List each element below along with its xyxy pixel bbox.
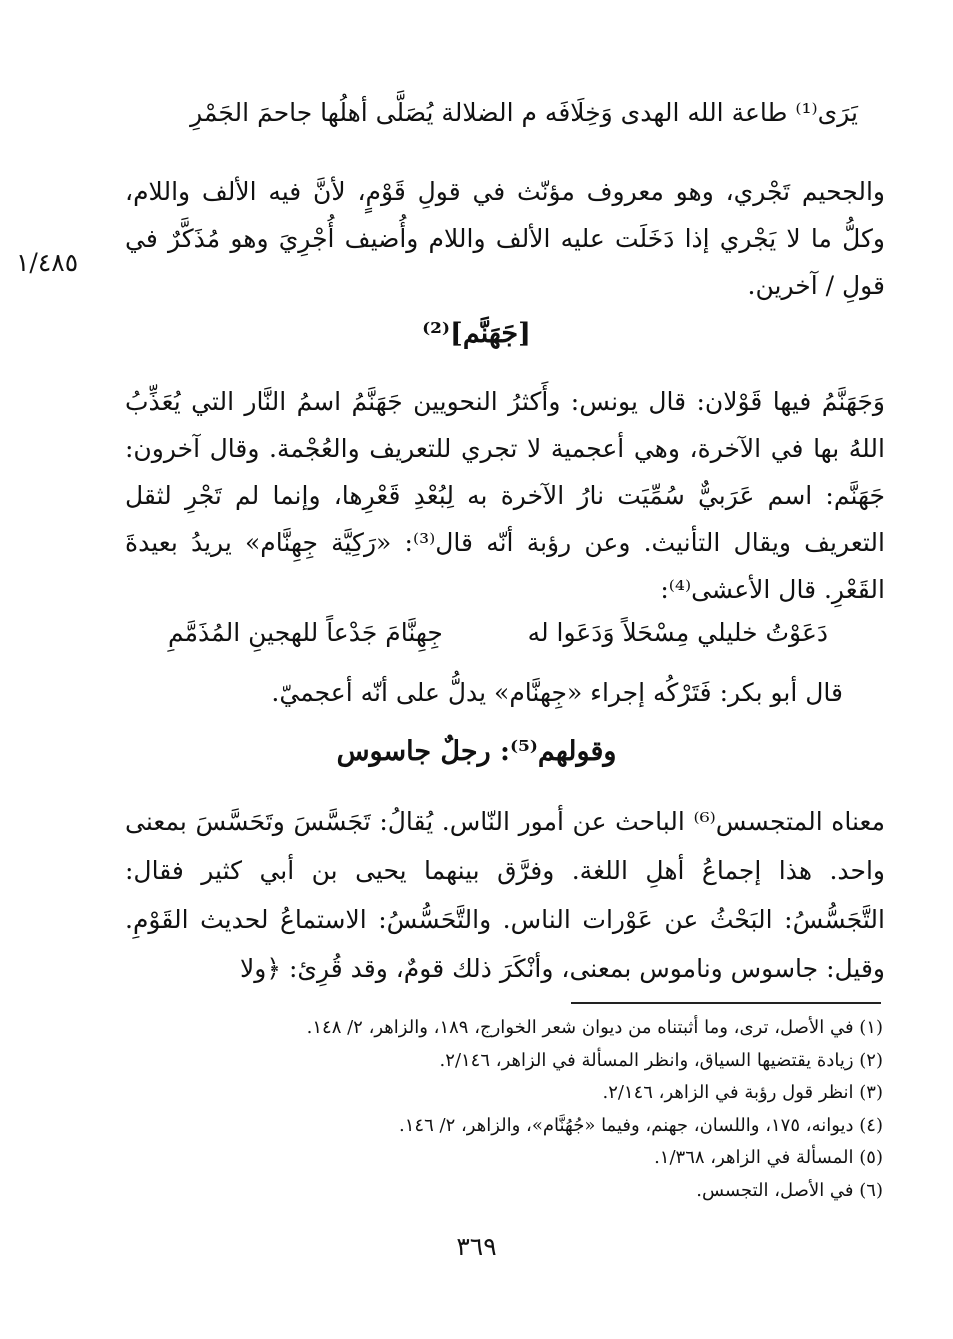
verse-line-top: يَرَى⁽¹⁾ طاعة الله الهدى وَخِلَافَه م الضلالة يُصَلَّى أهلُها جاحمَ الجَمْرِ bbox=[190, 98, 858, 127]
footnote: (٥) المسألة في الزاهر، ١/٣٦٨. bbox=[654, 1147, 883, 1168]
margin-page-reference: ١/٤٨٥ bbox=[16, 248, 79, 277]
footnote: (١) في الأصل، ترى، وما أثبتناه من ديوان شعر الخوارج، ١٨٩، والزاهر، ٢/ ١٤٨. bbox=[306, 1017, 883, 1038]
footnote: (٤) ديوانه، ١٧٥، واللسان، جهنم، وفيما «جُهُنَّام»، والزاهر، ٢/ ١٤٦. bbox=[399, 1114, 883, 1136]
verse-hemistich-second: جِهِنَّامَ جَدْعاً للهجينِ المُذَمَّمِ bbox=[168, 618, 443, 647]
footnote: (٣) انظر قول رؤبة في الزاهر، ٢/١٤٦. bbox=[602, 1082, 883, 1103]
page-number: ٣٦٩ bbox=[456, 1232, 497, 1261]
footnote-separator bbox=[571, 1002, 881, 1004]
verse-hemistich-first: دَعَوْتُ خليلي مِسْحَلاً وَدَعَوا له bbox=[527, 618, 828, 647]
footnotes-list bbox=[123, 1012, 883, 1207]
paragraph-jahim: والجحيم تَجْري، وهو معروف مؤنّث في قولِ قَوْمٍ، لأنَّ فيه الألف واللام، وكلُّ ما لا يَجْري إذا دَخَلَت عليه الألف واللام وأُضيف أُجْرِيَ وهو مُذَكَّرٌ في قولِ / آخرين. bbox=[125, 177, 885, 300]
footnote: (٦) في الأصل، التجسس. bbox=[696, 1179, 883, 1201]
section-heading-jasus: وقولهم⁽⁵⁾: رجلٌ جاسوس bbox=[336, 736, 617, 767]
section-heading-jahannam: [جَهَنَّم]⁽²⁾ bbox=[422, 318, 531, 349]
footnote: (٢) زيادة يقتضيها السياق، وانظر المسألة في الزاهر، ٢/١٤٦. bbox=[439, 1049, 883, 1071]
paragraph-abu-bakr: قال أبو بكر: فَتَرْكُه إجراء «جِهنَّام» يدلُّ على أنّه أعجميّ. bbox=[271, 678, 843, 707]
paragraph-jasus: معناه المتجسس⁽⁶⁾ الباحث عن أمور النّاس. يُقالُ: تَجَسَّسَ وتَحَسَّسَ بمعنى واحد. هذا إجماعُ أهلِ اللغة. وفرَّق بينهما يحيى بن أبي كثير فقال: التَّجَسُّسُ: البَحْثُ عن عَوْرات الناس. والتَّحَسُّسُ: الاستماعُ لحديث القَوْمِ. وقيل: جاسوس وناموس بمعنى، وأنْكَرَ ذلك قومٌ، وقد قُرِئ: ﴿ولا bbox=[125, 807, 885, 983]
paragraph-jahannam: وَجَهَنَّمُ فيها قَوْلان: قال يونس: وأَكثرُ النحويين جَهَنَّمُ اسمُ النَّار التي يُعَذِّبُ اللهُ بها في الآخرة، وهي أعجمية لا تجري للتعريف والعُجْمة. وقال آخرون: جَهَنَّم: اسم عَرَبيٌّ سُمِّيَت نارُ الآخرة به لِبُعْدِ قَعْرِها، وإنما لم تَجْرِ لثقل التعريف ويقال التأنيث. وعن رؤبة أنّه قال⁽³⁾: «رَكِيَّة جِهِنَّام» يريدُ بعيدةَ القَعْرِ. قال الأعشى⁽⁴⁾: bbox=[125, 387, 885, 604]
